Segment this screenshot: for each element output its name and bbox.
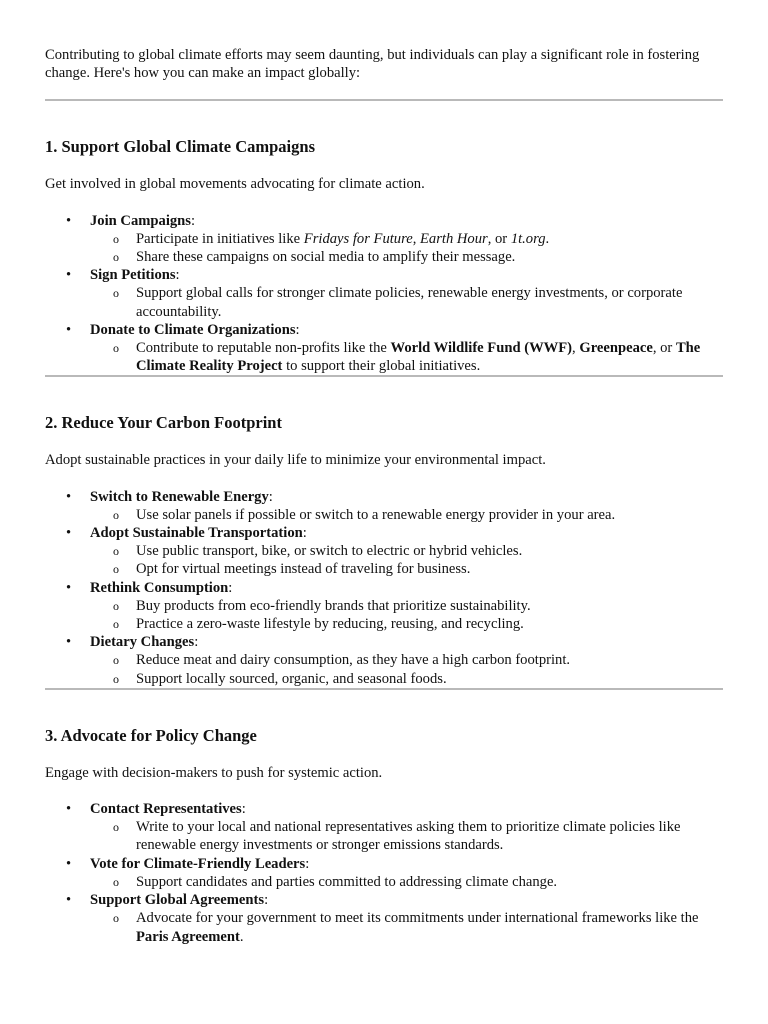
emphasis: Earth Hour: [420, 230, 488, 247]
list-item: • Join Campaigns: o Participate in initiatives like Fridays for Future, Earth Hour, or 1t.org. o Share these campaigns on social media to amplify their message.: [45, 212, 723, 267]
divider: [45, 688, 723, 690]
sub-item: o Reduce meat and dairy consumption, as they have a high carbon footprint.: [90, 651, 723, 669]
sub-item: o Share these campaigns on social media to amplify their message.: [90, 248, 723, 266]
text-span: ,: [572, 340, 580, 357]
sub-item: o Practice a zero-waste lifestyle by reducing, reusing, and recycling.: [90, 615, 723, 633]
list-item: • Sign Petitions: o Support global calls for stronger climate policies, renewable energy investments, or corporate accountability.: [45, 266, 723, 321]
item-title: Contact Representatives: [90, 801, 242, 818]
text-span: Participate in initiatives like: [136, 230, 304, 247]
sub-list: [90, 506, 723, 524]
section-support-campaigns: [45, 137, 723, 375]
item-title: Support Global Agreements: [90, 892, 265, 909]
list-item: • Contact Representatives: o Write to your local and national representatives asking them to prioritize climate policies like renewable energy investments or stronger emissions standards.: [45, 800, 723, 855]
item-title: Join Campaigns: [90, 212, 191, 229]
list-item: • Adopt Sustainable Transportation: o Use public transport, bike, or switch to electric or hybrid vehicles. o Opt for virtual meetings instead of traveling for business.: [45, 524, 723, 579]
sub-item: o Buy products from eco-friendly brands that prioritize sustainability.: [90, 597, 723, 615]
text-span: Contribute to reputable non-profits like the: [136, 340, 391, 357]
sub-item: [90, 339, 723, 375]
sub-item: o Use public transport, bike, or switch to electric or hybrid vehicles.: [90, 542, 723, 560]
emphasis: 1t.org: [510, 230, 546, 247]
bullet-list: [45, 800, 723, 946]
strong-text: World Wildlife Fund (WWF): [390, 340, 573, 357]
text-span: ,: [412, 230, 420, 247]
list-item: • Dietary Changes: o Reduce meat and dairy consumption, as they have a high carbon footprint. o Support locally sourced, organic, and seasonal foods.: [45, 633, 723, 688]
sub-list: [90, 873, 723, 891]
sub-item: o Support candidates and parties committed to addressing climate change.: [90, 873, 723, 891]
section-policy-change: [45, 726, 723, 946]
strong-text: Paris Agreement: [136, 928, 240, 945]
section-heading: 3. Advocate for Policy Change: [45, 725, 257, 745]
sub-list: [90, 542, 723, 578]
section-lead: Engage with decision-makers to push for systemic action.: [45, 764, 383, 781]
item-title: Adopt Sustainable Transportation: [90, 525, 303, 542]
sub-item: [90, 230, 723, 248]
item-title: Donate to Climate Organizations: [90, 321, 296, 338]
text-span: , or: [652, 340, 676, 357]
text-span: to support their global initiatives.: [282, 358, 481, 375]
sub-item: o Support locally sourced, organic, and seasonal foods.: [90, 670, 723, 688]
text-span: .: [545, 230, 550, 247]
bullet-list: [45, 488, 723, 688]
section-lead: Get involved in global movements advocating for climate action.: [45, 176, 425, 193]
text-span: .: [239, 928, 244, 945]
section-reduce-footprint: [45, 413, 723, 687]
text-span: , or: [487, 230, 511, 247]
item-title: Sign Petitions: [90, 267, 176, 284]
divider: [45, 99, 723, 101]
sub-list: [90, 909, 723, 945]
list-item: • Support Global Agreements: o Advocate for your government to meet its commitments under international frameworks like the Paris Agreement.: [45, 891, 723, 946]
sub-item: [90, 909, 723, 945]
section-lead: Adopt sustainable practices in your daily life to minimize your environmental impact.: [45, 452, 546, 469]
sub-list: [90, 230, 723, 266]
emphasis: Fridays for Future: [303, 230, 413, 247]
sub-list: [90, 284, 723, 320]
strong-text: Greenpeace: [579, 340, 653, 357]
sub-list: [90, 818, 723, 854]
sub-item: o Use solar panels if possible or switch to a renewable energy provider in your area.: [90, 506, 723, 524]
bullet-list: [45, 212, 723, 376]
intro-paragraph: Contributing to global climate efforts may seem daunting, but individuals can play a significant role in fostering change. Here's how you can make an impact globally:: [45, 47, 700, 82]
list-item: • Switch to Renewable Energy: o Use solar panels if possible or switch to a renewable energy provider in your area.: [45, 488, 723, 524]
item-title: Dietary Changes: [90, 634, 195, 651]
list-item: • Donate to Climate Organizations: o Contribute to reputable non-profits like the World Wildlife Fund (WWF), Greenpeace, or The Climate Reality Project to support their global initiatives.: [45, 321, 723, 376]
item-title: Switch to Renewable Energy: [90, 488, 269, 505]
text-span: Advocate for your government to meet its commitments under international frameworks like the: [136, 910, 699, 927]
list-item: • Vote for Climate-Friendly Leaders: o Support candidates and parties committed to addressing climate change.: [45, 855, 723, 891]
item-title: Vote for Climate-Friendly Leaders: [90, 855, 306, 872]
sub-item: o Write to your local and national representatives asking them to prioritize climate policies like renewable energy investments or stronger emissions standards.: [90, 818, 723, 854]
divider: [45, 375, 723, 377]
section-heading: 1. Support Global Climate Campaigns: [45, 137, 315, 157]
sub-list: [90, 597, 723, 633]
list-item: • Rethink Consumption: o Buy products from eco-friendly brands that prioritize sustainability. o Practice a zero-waste lifestyle by reducing, reusing, and recycling.: [45, 579, 723, 634]
sub-list: [90, 651, 723, 687]
sub-item: o Support global calls for stronger climate policies, renewable energy investments, or corporate accountability.: [90, 284, 723, 320]
item-title: Rethink Consumption: [90, 579, 229, 596]
strong-text: The Climate Reality Project: [136, 340, 701, 375]
sub-item: o Opt for virtual meetings instead of traveling for business.: [90, 560, 723, 578]
sub-list: [90, 339, 723, 375]
section-heading: 2. Reduce Your Carbon Footprint: [45, 413, 282, 433]
